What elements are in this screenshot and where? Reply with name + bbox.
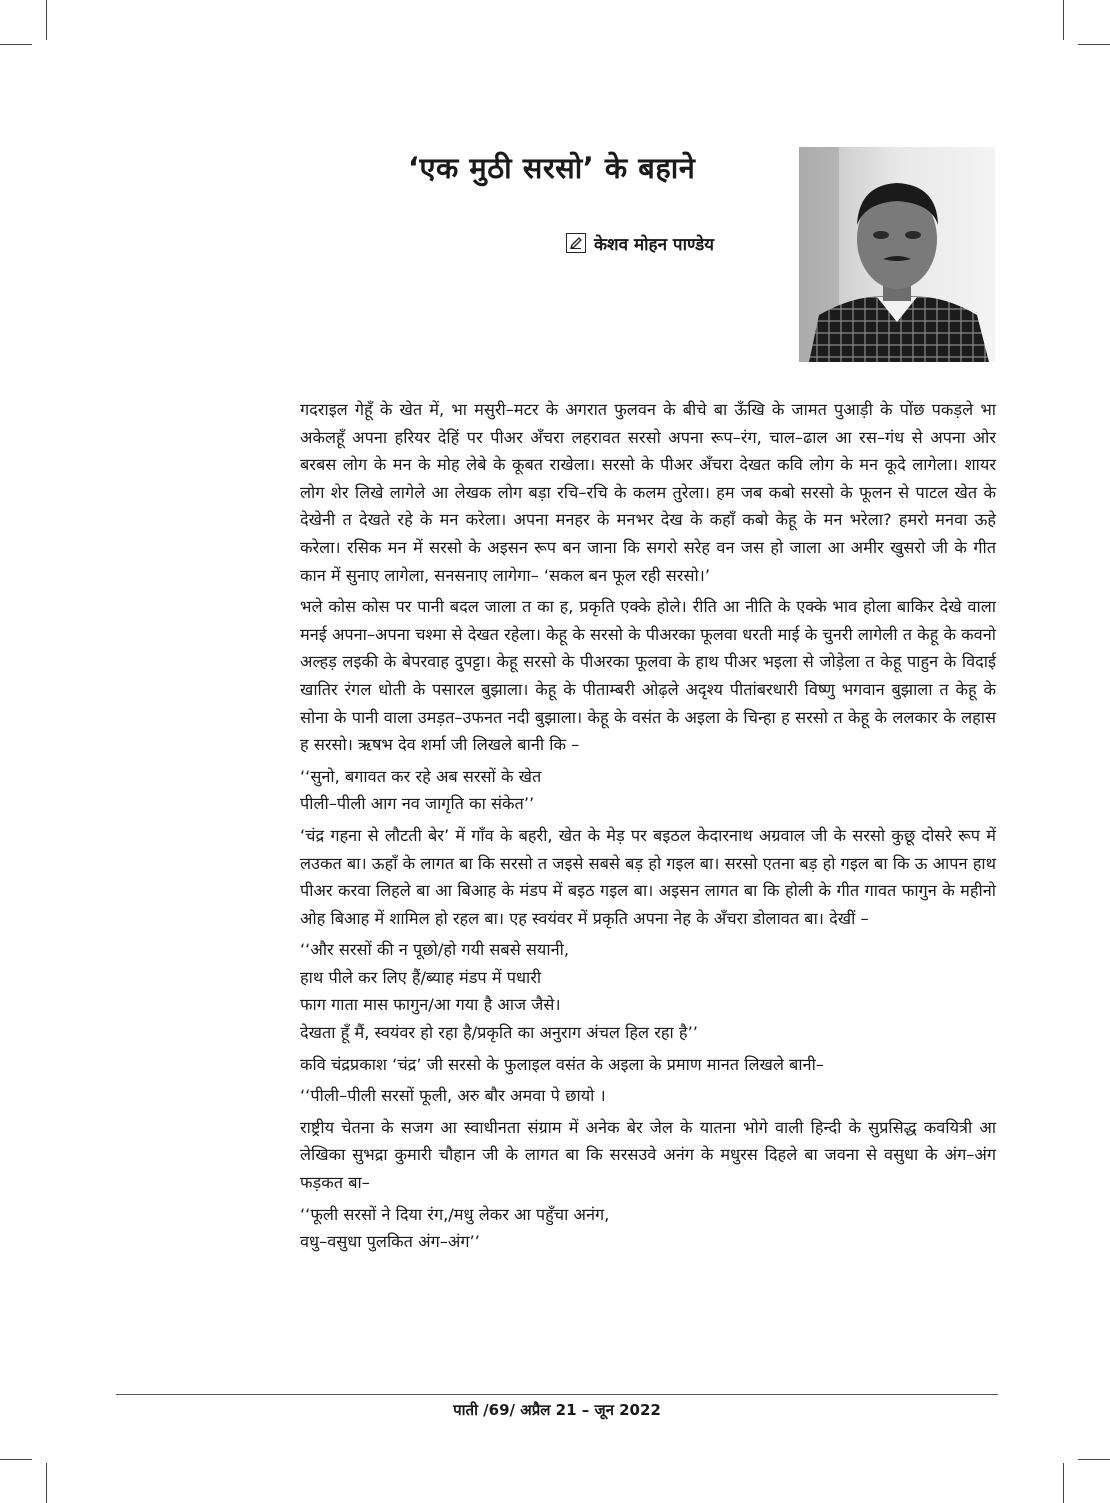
quote-line: फाग गाता मास फागुन/आ गया है आज जैसे। [300,995,561,1015]
crop-mark [1063,0,1064,40]
quote-line: ‘‘और सरसों की न पूछो/हो गयी सबसे सयानी, [300,940,569,960]
quote-line: वधु–वसुधा पुलकित अंग–अंग’’ [300,1232,480,1252]
crop-mark [46,1463,47,1503]
article-title: ‘एक मुठी सरसो’ के बहाने [408,151,696,185]
paragraph: भले कोस कोस पर पानी बदल जाला त का ह, प्रकृति एक्के होले। रीति आ नीति के एक्के भाव होला बाकिर देखे वाला मनई अपना–अपना चश्मा से देखत रहेला। केहू के सरसो के पीअरका फूलवा धरती माई के चुनरी लागेली त केहू के कवनो अल्हड़ लइकी के बेपरवाह दुपट्टा। केहू सरसो के पीअरका फूलवा के हाथ पीअर भइला से जोड़ेला त केहू पाहुन के विदाई खातिर रंगल धोती के पसारल बुझाला। केहू के पीताम्बरी ओढ़ले अदृश्य पीतांबरधारी विष्णु भगवान बुझाला त केहू के सोना के पानी वाला उमड़त–उफनत नदी बुझाला। केहू के वसंत के अइला के चिन्हा ह सरसो त केहू के ललकार के लहास ह सरसो। ऋषभ देव शर्मा जी लिखले बानी कि – [300,597,996,755]
footer-divider [116,1394,998,1395]
crop-mark [46,0,47,40]
crop-mark [0,1459,32,1460]
crop-mark [1078,1459,1110,1460]
paragraph: राष्ट्रीय चेतना के सजग आ स्वाधीनता संग्राम में अनेक बेर जेल के यातना भोगे वाली हिन्दी के सुप्रसिद्ध कवयित्री आ लेखिका सुभद्रा कुमारी चौहान जी के लागत बा कि सरसउवे अनंग के मधुरस दिहले बा जवना से वसुधा के अंग–अंग फड़कत बा– [300,1117,996,1193]
quote-line: देखता हूँ मैं, स्वयंवर हो रहा है/प्रकृति का अनुराग अंचल हिल रहा है’’ [300,1023,698,1043]
author-name: केशव मोहन पाण्डेय [594,234,715,255]
paragraph: कवि चंद्रप्रकाश ‘चंद्र’ जी सरसो के फुलाइल वसंत के अइला के प्रमाण मानत लिखले बानी– [300,1054,824,1074]
paragraph: ‘चंद्र गहना से लौटती बेर’ में गाँव के बहरी, खेत के मेड़ पर बइठल केदारनाथ अग्रवाल जी के सरसो कुछू दोसरे रूप में लउकत बा। ऊहाँ के लागत बा कि सरसो त जइसे सबसे बड़ हो गइल बा। सरसो एतना बड़ हो गइल बा कि ऊ आपन हाथ पीअर करवा लिहले बा आ बिआह के मंडप में बइठ गइल बा। अइसन लागत बा कि होली के गीत गावत फागुन के महीनो ओह बिआह में शामिल हो रहल बा। एह स्वयंवर में प्रकृति अपना नेह के अँचरा डोलावत बा। देखीं – [300,825,996,928]
crop-mark [1063,1463,1064,1503]
author-byline [566,230,714,256]
article-body [300,396,996,1256]
quote-line: हाथ पीले कर लिए हैं/ब्याह मंडप में पधारी [300,967,542,987]
quote-line: पीली–पीली आग नव जागृति का संकेत’’ [300,794,535,814]
quote-line: ‘‘सुनो, बगावत कर रहे अब सरसों के खेत [300,766,542,786]
quote-line: ‘‘फूली सरसों ने दिया रंग,/मधु लेकर आ पहुँचा अनंग, [300,1204,610,1224]
page-footer: पाती /69/ अप्रैल 21 – जून 2022 [453,1401,661,1419]
quote-line: ‘‘पीली–पीली सरसों फूली, अरु बौर अमवा पे छायो । [300,1086,606,1106]
paragraph: गदराइल गेहूँ के खेत में, भा मसुरी–मटर के अगरात फुलवन के बीचे बा ऊँखि के जामत पुआड़ी के पोंछ पकड़ले भा अकेलहूँ अपना हरियर देहिं पर पीअर अँचरा लहरावत सरसो अपना रूप–रंग, चाल–ढाल आ रस–गंध से अपना ओर बरबस लोग के मन के मोह लेबे के कूबत राखेला। सरसो के पीअर अँचरा देखत कवि लोग के मन कूदे लागेला। शायर लोग शेर लिखे लागेले आ लेखक लोग बड़ा रचि–रचि के कलम तुरेला। हम जब कबो सरसो के फूलन से पाटल खेत के देखेनी त देखते रहे के मन करेला। अपना मनहर के मनभर देख के कहाँ कबो केहू के मन भरेला? हमरो मनवा ऊहे करेला। रसिक मन में सरसो के अइसन रूप बन जाना कि सगरो सरेह वन जस हो जाला आ अमीर खुसरो जी के गीत कान में सुनाए लागेला, सनसनाए लागेगा– ‘सकल बन फूल रही सरसो।’ [300,400,996,585]
author-photo [799,147,995,362]
crop-mark [0,44,32,45]
crop-mark [1078,44,1110,45]
pen-icon [566,233,586,253]
